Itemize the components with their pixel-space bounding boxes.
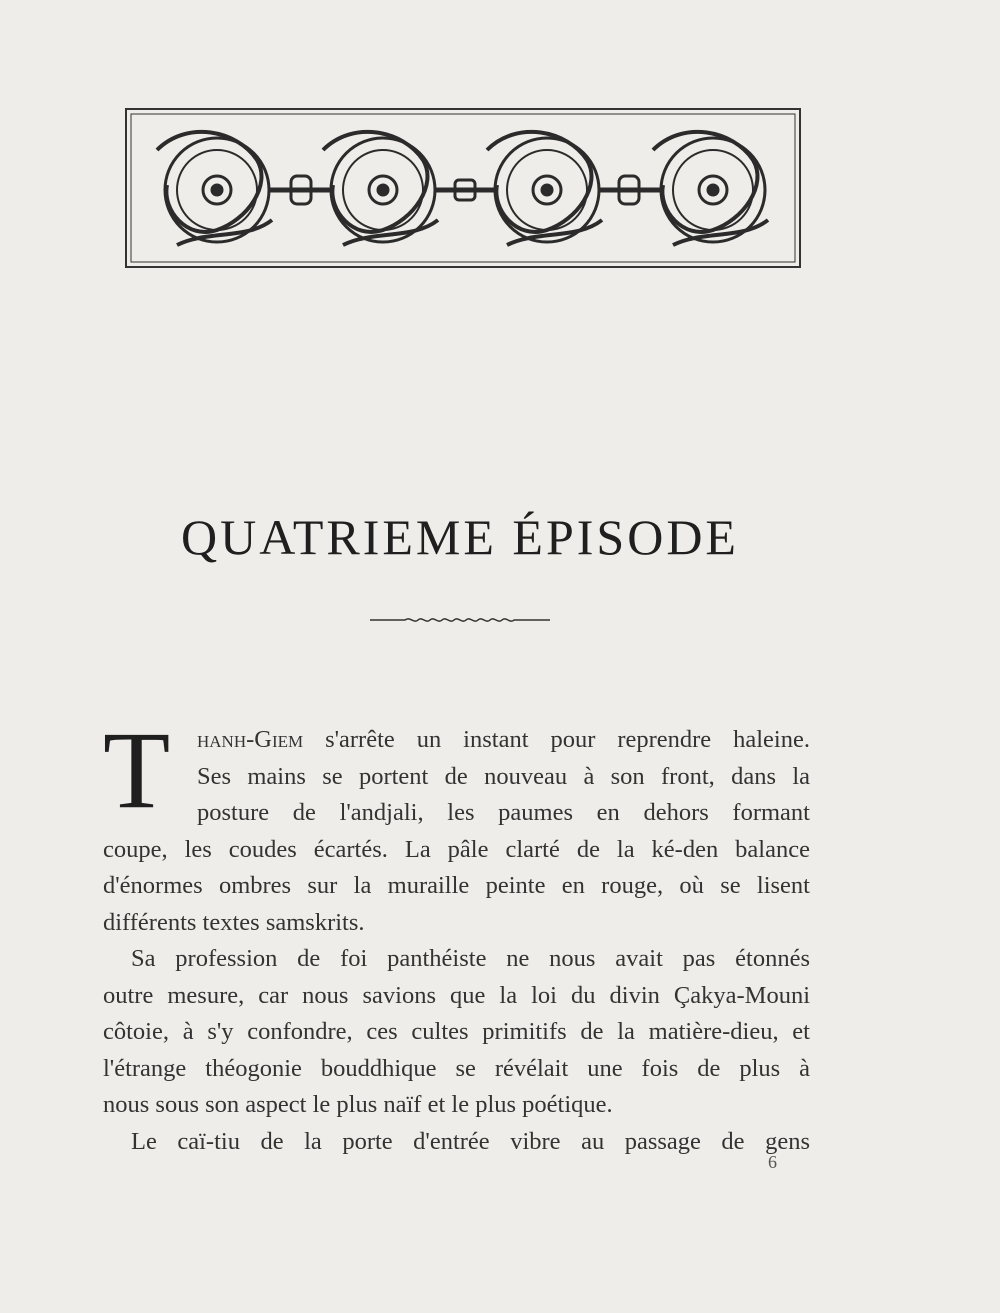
text-line: côtoie, à s'y confondre, ces cultes primitifs de la matière-dieu, et <box>103 1018 810 1045</box>
text-line: outre mesure, car nous savions que la loi du divin Çakya-Mouni <box>103 981 810 1009</box>
text-line-content: hanh-Giem s'arrête un instant pour reprendre haleine. <box>197 726 810 753</box>
body-text <box>103 709 810 1160</box>
text-line: l'étrange théogonie bouddhique se révélait une fois de plus à <box>103 1054 810 1082</box>
paragraph <box>103 941 810 1124</box>
text-line: posture de l'andjali, les paumes en dehors formant <box>197 799 810 826</box>
text-line: différents textes samskrits. <box>103 908 365 936</box>
wavy-divider <box>370 612 550 626</box>
text-line: Ses mains se portent de nouveau à son front, dans la <box>197 762 810 790</box>
text-line: coupe, les coudes écartés. La pâle clarté de la ké-den balance <box>103 835 810 863</box>
text-line: Sa profession de foi panthéiste ne nous avait pas étonnés <box>131 945 810 972</box>
chapter-title: QUATRIEME ÉPISODE <box>181 509 739 565</box>
text-line: nous sous son aspect le plus naïf et le plus poétique. <box>103 1091 613 1118</box>
text-line <box>103 722 810 759</box>
text-line: Le caï-tiu de la porte d'entrée vibre au passage de gens <box>131 1127 810 1155</box>
page-number: 6 <box>768 1152 777 1172</box>
paragraph <box>103 1124 810 1161</box>
drop-cap: T <box>103 709 171 831</box>
text-line: d'énormes ombres sur la muraille peinte en rouge, où se lisent <box>103 872 810 899</box>
decorative-header-ornament <box>125 108 801 268</box>
paragraph <box>103 709 810 941</box>
